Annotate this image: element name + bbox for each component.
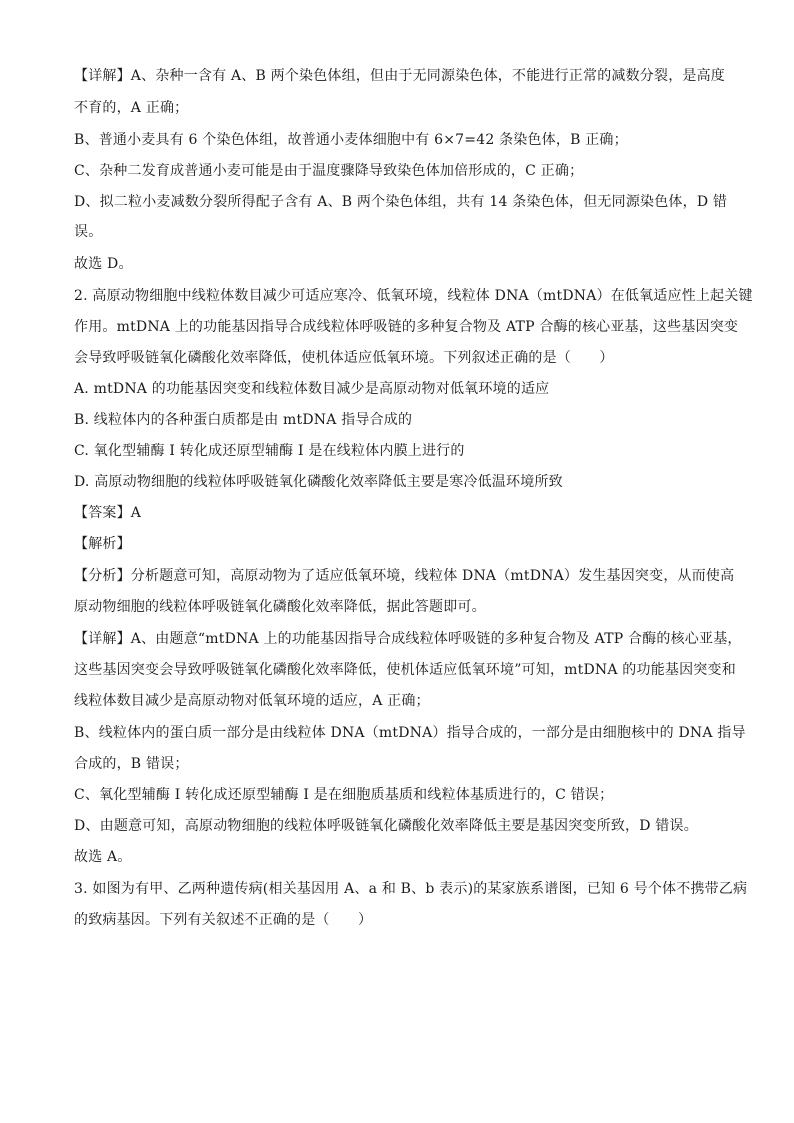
- question-2-option-b: B. 线粒体内的各种蛋白质都是由 mtDNA 指导合成的: [74, 412, 413, 428]
- analysis-line: 原动物细胞的线粒体呼吸链氧化磷酸化效率降低，据此答题即可。: [74, 599, 486, 615]
- detail-line: 【详解】A、由题意“mtDNA 上的功能基因指导合成线粒体呼吸链的多种复合物及 ATP 合酶的核心亚基，: [74, 631, 742, 647]
- detail-line: 线粒体数目减少是高原动物对低氧环境的适应，A 正确；: [74, 693, 430, 709]
- detail-line: D、由题意可知，高原动物细胞的线粒体呼吸链氧化磷酸化效率降低主要是基因突变所致，D 错误。: [74, 818, 698, 834]
- question-2-option-a: A. mtDNA 的功能基因突变和线粒体数目减少是高原动物对低氧环境的适应: [74, 381, 550, 397]
- explanation-detail-line: D、拟二粒小麦减数分裂所得配子含有 A、B 两个染色体组，共有 14 条染色体，但无同源染色体，D 错: [74, 194, 728, 210]
- explanation-detail-line: 不育的，A 正确；: [74, 100, 189, 116]
- answer-label: 【答案】A: [74, 505, 142, 521]
- detail-line: B、线粒体内的蛋白质一部分是由线粒体 DNA（mtDNA）指导合成的，一部分是由细胞核中的 DNA 指导: [74, 725, 746, 741]
- answer-choice-line: 故选 D。: [74, 256, 133, 272]
- answer-choice-line: 故选 A。: [74, 849, 132, 865]
- question-2-option-c: C. 氧化型辅酶 I 转化成还原型辅酶 I 是在线粒体内膜上进行的: [74, 443, 465, 459]
- question-3-stem: 3. 如图为有甲、乙两种遗传病(相关基因用 A、a 和 B、b 表示)的某家族系谱图，已知 6 号个体不携带乙病: [74, 881, 748, 897]
- question-2-stem: 2. 高原动物细胞中线粒体数目减少可适应寒冷、低氧环境，线粒体 DNA（mtDNA）在低氧适应性上起关键: [74, 288, 753, 304]
- analysis-heading: 【解析】: [74, 536, 131, 552]
- explanation-detail-line: 误。: [74, 224, 103, 240]
- detail-line: C、氧化型辅酶 I 转化成还原型辅酶 I 是在细胞质基质和线粒体基质进行的，C 错误；: [74, 787, 614, 803]
- question-2-stem: 作用。mtDNA 上的功能基因指导合成线粒体呼吸链的多种复合物及 ATP 合酶的核心亚基，这些基因突变: [74, 319, 739, 335]
- question-2-option-d: D. 高原动物细胞的线粒体呼吸链氧化磷酸化效率降低主要是寒冷低温环境所致: [74, 474, 563, 490]
- analysis-line: 【分析】分析题意可知，高原动物为了适应低氧环境，线粒体 DNA（mtDNA）发生基因突变，从而使高: [74, 568, 735, 584]
- question-2-stem: 会导致呼吸链氧化磷酸化效率降低，使机体适应低氧环境。下列叙述正确的是（ ）: [74, 350, 614, 366]
- explanation-detail-line: B、普通小麦具有 6 个染色体组，故普通小麦体细胞中有 6×7=42 条染色体，B 正确；: [74, 132, 628, 148]
- question-3-stem: 的致病基因。下列有关叙述不正确的是（ ）: [74, 912, 373, 928]
- detail-line: 合成的，B 错误；: [74, 756, 189, 772]
- detail-line: 这些基因突变会导致呼吸链氧化磷酸化效率降低，使机体适应低氧环境”可知，mtDNA 的功能基因突变和: [74, 662, 736, 678]
- explanation-detail-line: 【详解】A、杂种一含有 A、B 两个染色体组，但由于无同源染色体，不能进行正常的减数分裂，是高度: [74, 68, 726, 84]
- explanation-detail-line: C、杂种二发育成普通小麦可能是由于温度骤降导致染色体加倍形成的，C 正确；: [74, 163, 584, 179]
